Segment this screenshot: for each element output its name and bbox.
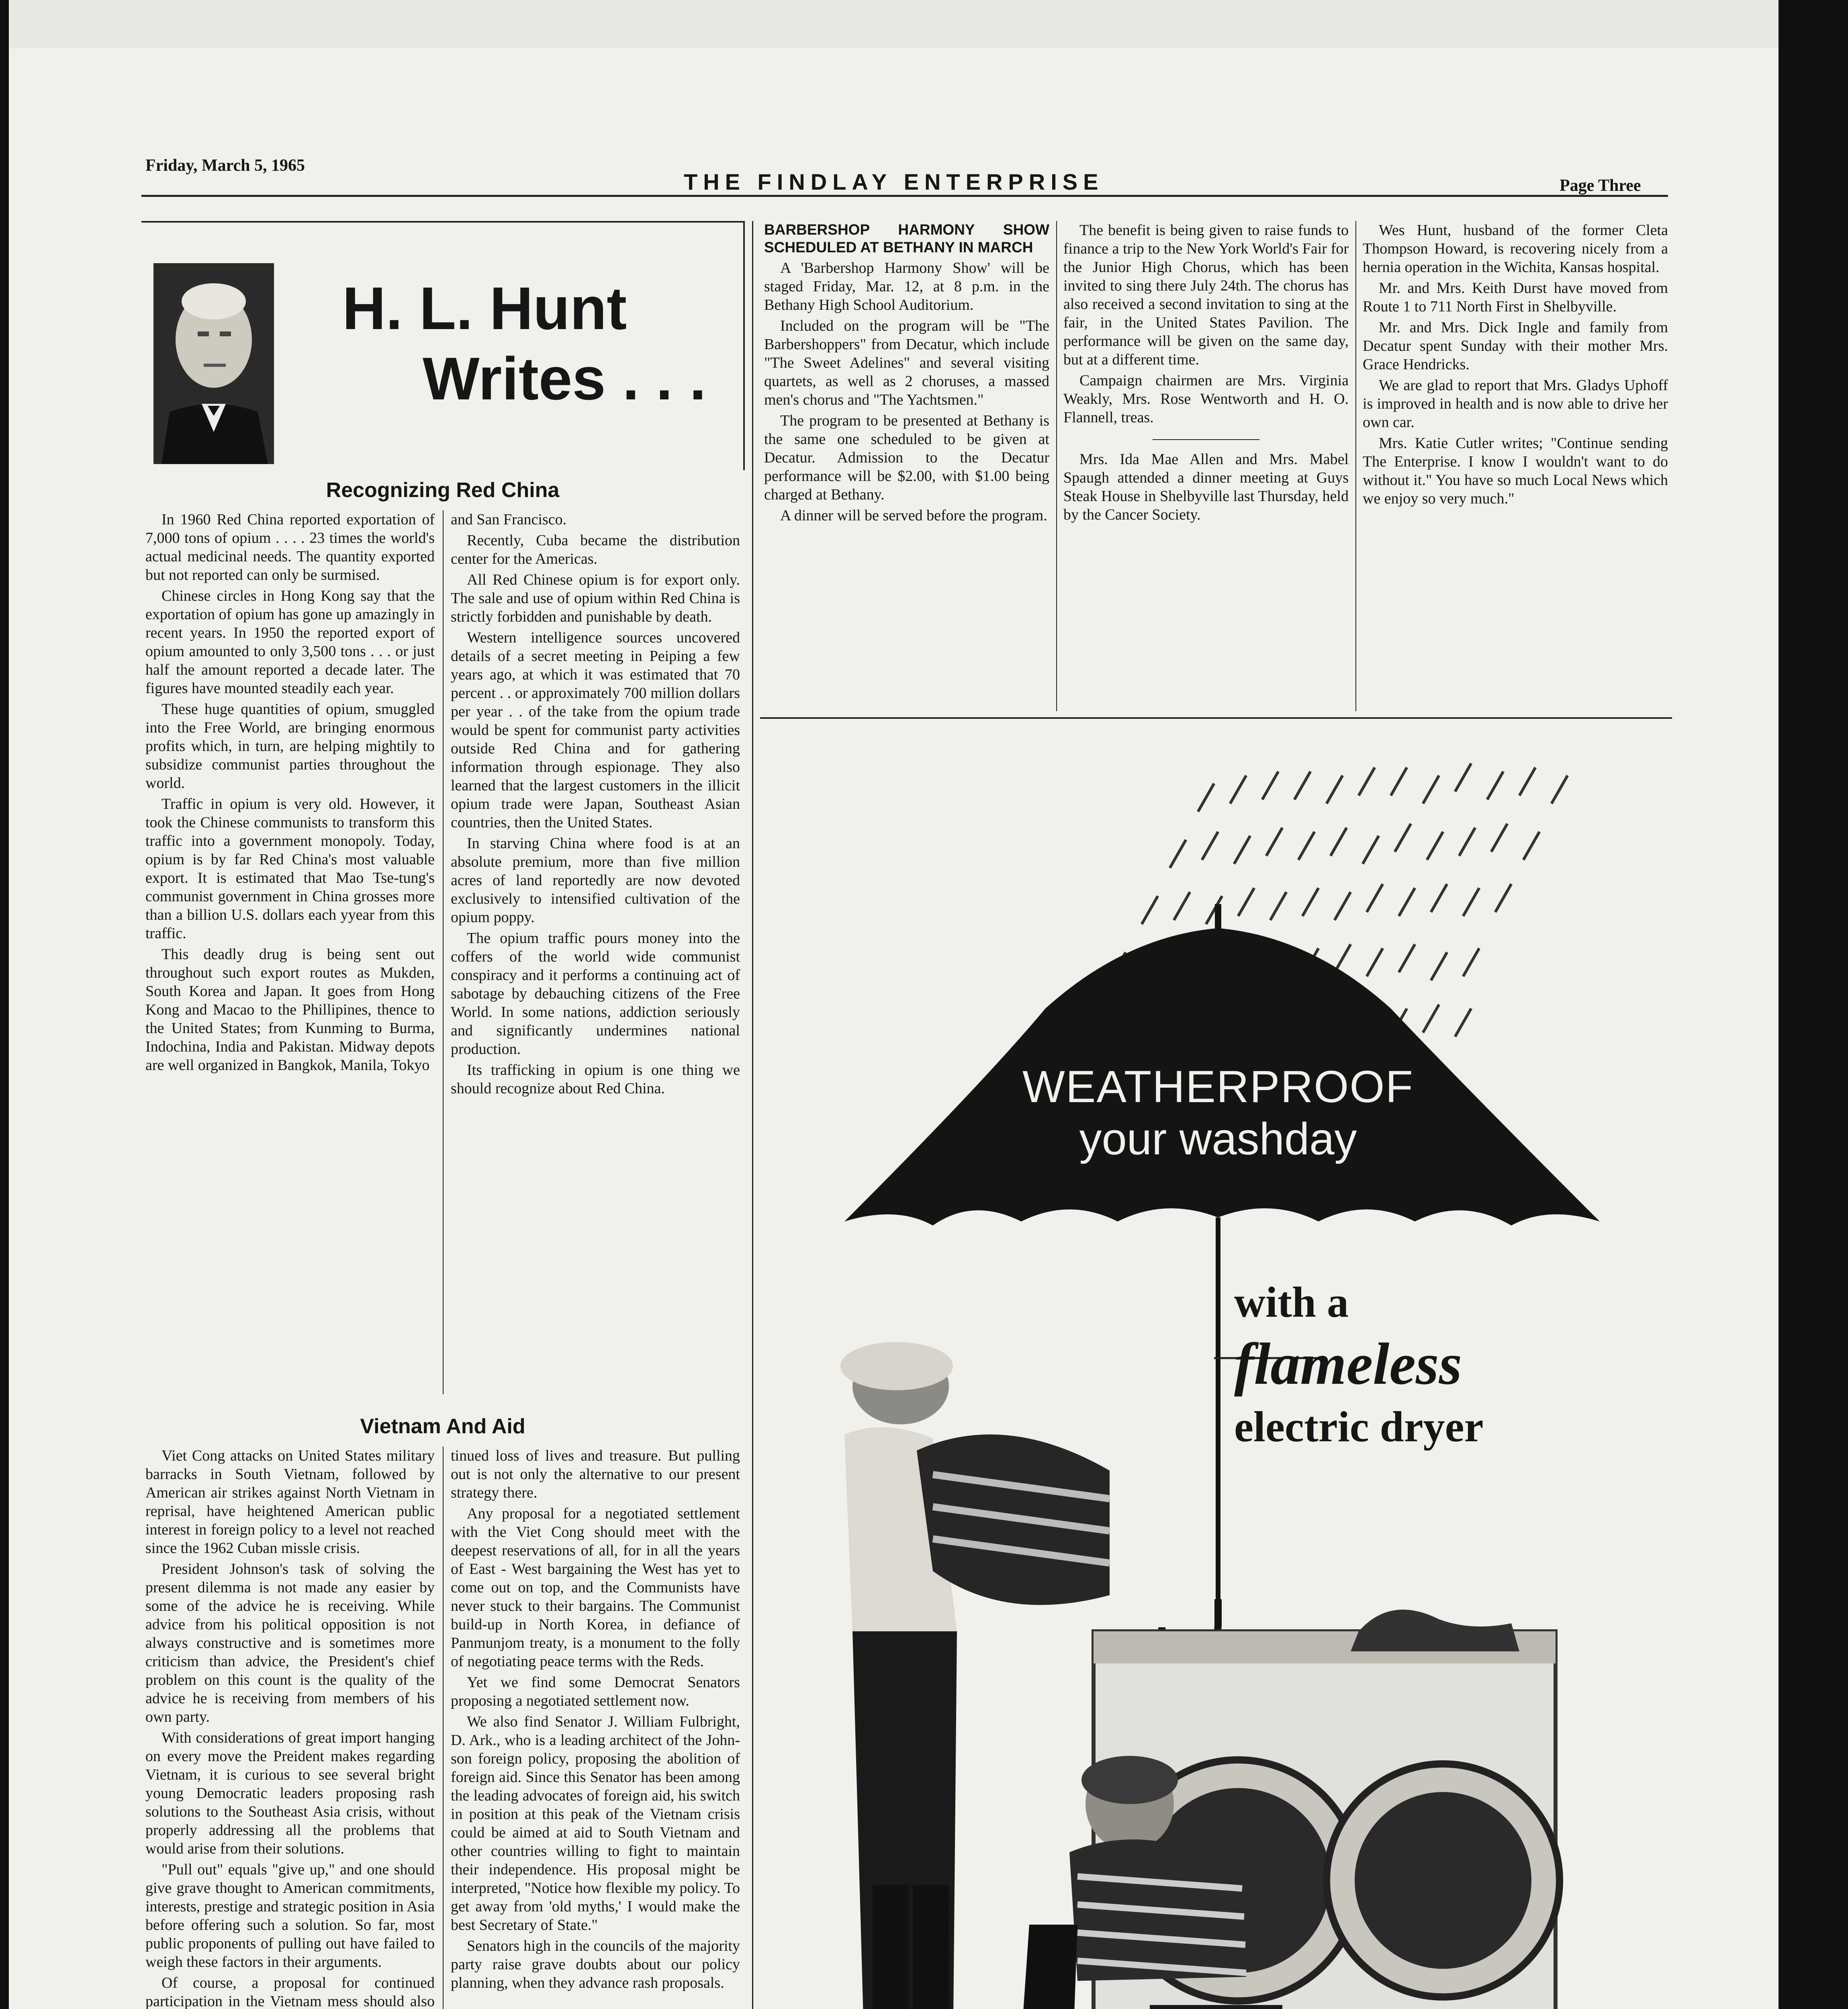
barbershop-column [764,221,1049,727]
hunt-box-top [141,221,744,223]
benefit-p1: The benefit is being given to raise funds to finance a trip to the New York World's Fair for the Junior High Chorus, which has been invited to sing there July 24th. The chorus has also received a second invitation to sing at the fair, in the United States Pavilion. The performance will be given on the same day, but at a different time. [1063,222,1349,368]
ad-electric-dryer: electric dryer [1234,1403,1484,1451]
header-page-number: Page Three [1560,176,1641,195]
china-c1-p4: Traffic in opium is very old. However, it took the Chinese communists to transform this traffic into a government monopoly. Today, opium is by far Red China's most valuable export. It is estimated that Mao Tse-tung's communist government in China grosses more than a billion U.S. dollars each yyear from this traffic. [145,796,435,942]
ad-with-a: with a [1234,1279,1349,1326]
china-c2-p4: Western intelligence sources uncovered details of a secret meeting in Peiping a few years ago, at which it was estimated that 70 percent . . or approximately 700 million dollars per year . . of the take from the opium trade would be spent for communist party activities outside Red China and for gathering information through espionage. They also learned that the largest customers in the illicit opium trade were Japan, Southeast Asian countries, then the United States. [451,629,740,831]
news-divider-2 [1355,221,1356,711]
china-c2-p7: Its trafficking in opium is one thing we should recognize about Red China. [451,1062,740,1097]
news-divider-1 [1056,221,1057,711]
ad-illustration [764,727,1672,2009]
vietnam-c1-p4: "Pull out" equals "give up," and one should give grave thought to American commitments, interests, prestige and strategic position in Asia before offering such a solution. So far, most public proponents of pulling out have failed to weigh these factors in their arguments. [145,1861,435,1970]
spaugh-paragraph: Mrs. Ida Mae Allen and Mrs. Mabel Spaugh attended a dinner meeting at Guys Steak House in Shelbyville last Thursday, held by the Cancer Society. [1063,451,1349,523]
header-date: Friday, March 5, 1965 [145,156,305,175]
vietnam-c1-p1: Viet Cong attacks on United States military barracks in South Vietnam, followed by American air strikes against North Vietnam in reprisal, have heightened American public interest in foreign policy to a level not reached since the 1962 Cuban missle crisis. [145,1447,435,1557]
dryer-advertisement [764,727,1672,2009]
umbrella-line2: your washday [1079,1114,1357,1164]
benefit-divider: ——————— [1153,430,1259,447]
hunt-news-p5: Mrs. Katie Cutler writes; "Continue sending The Enterprise. I know I wouldn't want to do without it." You have so much Local News which we enjoy so very much." [1363,435,1668,507]
hunt-title-line1: H. L. Hunt [342,274,627,342]
page-top-edge [9,0,1778,48]
news-bottom-rule [760,717,1672,719]
hunt-news-p3: Mr. and Mrs. Dick Ingle and family from Decatur spent Sunday with their mother Mrs. Grace Hendricks. [1363,319,1668,373]
vietnam-c1-p5: Of course, a proposal for continued participation in the Vietnam mess should also [145,1974,435,2009]
china-column-2 [451,510,740,1394]
china-c2-p5: In starving China where food is at an absolute premium, more than five million acres of land reportedly are now devoted exclusively to intensified cultivation of the opium poppy. [451,835,740,926]
umbrella-line1: WEATHERPROOF [1022,1062,1414,1112]
hunt-title [342,273,706,414]
vietnam-column-1 [145,1446,435,2009]
hunt-title-line2: Writes . . . [423,345,706,412]
vietnam-c1-p2: President Johnson's task of solving the present dilemma is not made any easier by some of the advice he is receiving. While advice from his political opposition is not always constructive and is sometimes more criticism than advice, the President's chief problem on this count is the quality of the advice he is receiving from members of his own party. [145,1561,435,1725]
hunt-news-column [1363,221,1668,727]
header-paper-title: THE FINDLAY ENTERPRISE [684,169,1104,194]
china-c2-p6: The opium traffic pours money into the coffers of the world wide communist conspiracy and it performs a continuing act of sabotage by debauching citizens of the Free World. In some nations, addiction seriously and significantly undermines national production. [451,930,740,1058]
vietnam-heading: Vietnam And Aid [360,1415,525,1438]
vietnam-c2-p4: We also find Senator J. William Fulbright, D. Ark., who is a leading architect of the John-son foreign policy, proposing the abolition of foreign aid. Since this Senator has been among the leading advocates of foreign aid, his switch in position at this peak of the Vietnam crisis could be aimed at aid to South Vietnam and other countries willing to fight to maintain their independence. His proposal might be interpreted, "Notice how flexible my policy. To get away from 'old myths,' I would make the best Secretary of State." [451,1713,740,1933]
ad-flameless: flameless [1234,1331,1462,1397]
china-c2-p3: All Red Chinese opium is for export only. The sale and use of opium within Red China is strictly forbidden and punishable by death. [451,571,740,625]
vietnam-c2-p1: tinued loss of lives and treasure. But pulling out is not only the alternative to our present strategy there. [451,1447,740,1501]
section-divider [752,221,753,2009]
hunt-news-p1: Wes Hunt, husband of the former Cleta Thompson Howard, is recovering nicely from a hernia operation in the Wichita, Kansas hospital. [1363,222,1668,276]
woman-figure [840,1342,1110,2009]
china-c1-p5: This deadly drug is being sent out throughout such export routes as Mukden, South Korea and Japan. It goes from Hong Kong and Macao to the Phillipines, thence to the United States; from Kunming to Burma, Indochina, India and Pakistan. Midway depots are well organized in Bangkok, Manila, Tokyo [145,946,435,1074]
benefit-p2: Campaign chairmen are Mrs. Virginia Weakly, Mrs. Rose Wentworth and H. O. Flannell, treas. [1063,372,1349,426]
china-c2-p1: and San Francisco. [451,511,567,528]
hunt-box-right [743,221,745,470]
hunt-portrait [153,263,274,464]
vietnam-c1-p3: With considerations of great import hanging on every move the Preident makes regarding Vietnam, it is curious to see several bright young Democratic leaders proposing rash solutions to the Southeast Asia crisis, without properly addressing all the problems that would arise from their solutions. [145,1729,435,1857]
portrait-photo [153,263,274,464]
barbershop-p3: The program to be presented at Bethany is the same one scheduled to be given at Decatur. Admission to the Decatur performance will be $2.00, with $1.00 being charged at Bethany. [764,412,1049,503]
barbershop-p1: A 'Barbershop Harmony Show' will be staged Friday, Mar. 12, at 8 p.m. in the Bethany High School Auditorium. [764,260,1049,313]
hunt-news-p4: We are glad to report that Mrs. Gladys Uphoff is improved in health and is now able to drive her own car. [1363,377,1668,431]
china-column-divider [443,510,444,1394]
vietnam-c2-p2: Any proposal for a negotiated settlement with the Viet Cong should meet with the deepest reservations of all, for in all the years of East - West bargaining the West has yet to come out on top, and the Communists have never stuck to their bargains. The Communist build-up in North Korea, in defiance of Panmunjom treaty, is a monument to the folly of negotiating peace terms with the Reds. [451,1505,740,1670]
china-c1-p3: These huge quantities of opium, smuggled into the Free World, are bringing enormous profits which, in turn, are helping mightily to subsidize communist parties throughout the world. [145,701,435,792]
vietnam-column-divider [443,1446,444,2009]
hunt-news-p2: Mr. and Mrs. Keith Durst have moved from Route 1 to 711 North First in Shelbyville. [1363,280,1668,315]
barbershop-p2: Included on the program will be "The Barbershoppers" from Decatur, which include "The Sweet Adelines" and several visiting quartets, as well as 2 choruses, a massed men's chorus and "The Yachtsmen." [764,317,1049,408]
barbershop-heading: BARBERSHOP HARMONY SHOW SCHEDULED AT BETHANY IN MARCH [764,221,1049,256]
vietnam-c2-p3: Yet we find some Democrat Senators proposing a negotiated settlement now. [451,1674,740,1709]
vietnam-column-2 [451,1446,740,2009]
barbershop-p4: A dinner will be served before the program. [780,507,1047,524]
header-rule [141,195,1668,197]
china-c1-p2: Chinese circles in Hong Kong say that the exportation of opium has gone up amazingly in recent years. In 1950 the reported export of opium amounted to only 3,500 tons . . . or just half the amount reported a decade later. The figures have mounted steadily each year. [145,587,435,697]
china-c1-p1: In 1960 Red China reported exportation of 7,000 tons of opium . . . . 23 times the world's actual medicinal needs. The quantity exported but not reported can only be surmised. [145,511,435,583]
vietnam-c2-p5: Senators high in the councils of the majority party raise grave doubts about our policy planning, when they advance rash proposals. [451,1937,740,1991]
newspaper-page [9,48,1778,2009]
china-heading: Recognizing Red China [326,479,560,502]
china-c2-p2: Recently, Cuba became the distribution center for the Americas. [451,532,740,567]
china-column-1 [145,510,435,1394]
benefit-column [1063,221,1349,727]
